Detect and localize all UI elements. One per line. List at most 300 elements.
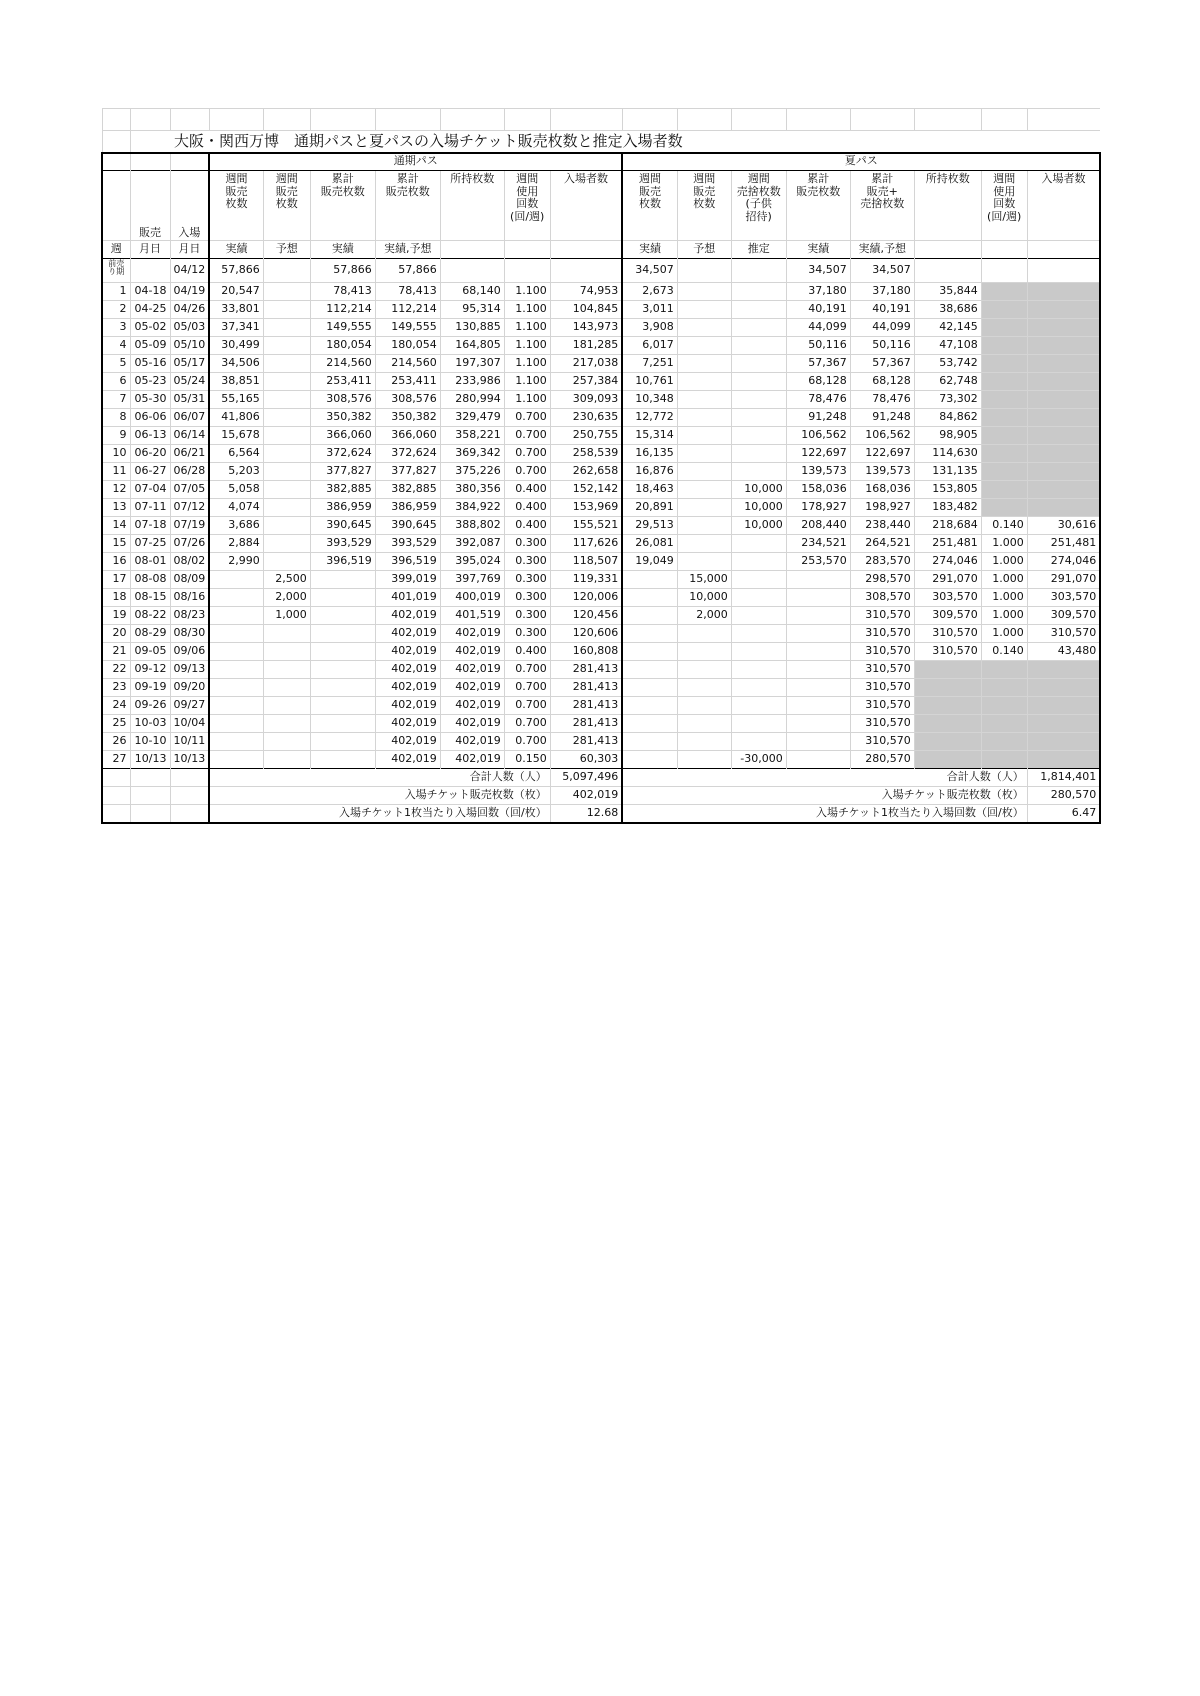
tsuuki-te-cell: 155,521 bbox=[550, 517, 622, 535]
natsu-nc2-cell: 298,570 bbox=[850, 571, 914, 589]
natsu-nc2-cell: 44,099 bbox=[850, 319, 914, 337]
entry-date-cell: 09/13 bbox=[170, 661, 209, 679]
natsu-nu-cell bbox=[981, 661, 1027, 679]
week-cell: 21 bbox=[102, 643, 130, 661]
natsu-nw-cell bbox=[622, 733, 677, 751]
tsuuki-subheader bbox=[440, 241, 504, 259]
tsuuki-tp-cell bbox=[263, 445, 310, 463]
tsuuki-tw-cell: 5,203 bbox=[209, 463, 263, 481]
tsuuki-te-cell: 117,626 bbox=[550, 535, 622, 553]
natsu-nh-cell: 153,805 bbox=[914, 481, 981, 499]
natsu-nd-cell: -30,000 bbox=[731, 751, 786, 769]
natsu-ne-cell: 291,070 bbox=[1027, 571, 1100, 589]
natsu-nd-cell bbox=[731, 355, 786, 373]
table-row bbox=[102, 499, 1100, 517]
tsuuki-subheader: 予想 bbox=[263, 241, 310, 259]
week-cell: 16 bbox=[102, 553, 130, 571]
sale-date-cell: 07-11 bbox=[130, 499, 170, 517]
natsu-nc1-cell: 78,476 bbox=[786, 391, 850, 409]
tsuuki-tw-cell bbox=[209, 571, 263, 589]
natsu-ne-cell bbox=[1027, 697, 1100, 715]
natsu-nh-cell: 42,145 bbox=[914, 319, 981, 337]
tsuuki-tp-cell bbox=[263, 355, 310, 373]
natsu-subheader: 実績,予想 bbox=[850, 241, 914, 259]
natsu-np-cell bbox=[677, 373, 731, 391]
tsuuki-tp-cell bbox=[263, 733, 310, 751]
tsuuki-tp-cell: 2,000 bbox=[263, 589, 310, 607]
week-cell: 2 bbox=[102, 301, 130, 319]
table-row bbox=[102, 517, 1100, 535]
natsu-nd-cell bbox=[731, 337, 786, 355]
empty-cell bbox=[130, 131, 170, 153]
tsuuki-th-cell: 358,221 bbox=[440, 427, 504, 445]
tsuuki-tc1-cell bbox=[310, 643, 375, 661]
week-cell: 14 bbox=[102, 517, 130, 535]
week-cell: 15 bbox=[102, 535, 130, 553]
tsuuki-te-cell: 257,384 bbox=[550, 373, 622, 391]
sale-date-cell: 08-22 bbox=[130, 607, 170, 625]
natsu-nu-cell bbox=[981, 373, 1027, 391]
natsu-np-cell: 15,000 bbox=[677, 571, 731, 589]
empty-cell bbox=[102, 805, 130, 823]
tsuuki-subheader bbox=[550, 241, 622, 259]
natsu-nc2-cell: 40,191 bbox=[850, 301, 914, 319]
tsuuki-th-cell: 197,307 bbox=[440, 355, 504, 373]
natsu-np-cell: 10,000 bbox=[677, 589, 731, 607]
tsuuki-tc2-cell: 399,019 bbox=[375, 571, 440, 589]
tsuuki-te-cell: 281,413 bbox=[550, 733, 622, 751]
natsu-np-cell bbox=[677, 337, 731, 355]
tsuuki-tc1-cell: 390,645 bbox=[310, 517, 375, 535]
sale-date-cell: 05-09 bbox=[130, 337, 170, 355]
entry-date-cell: 09/06 bbox=[170, 643, 209, 661]
tsuuki-tp-cell bbox=[263, 301, 310, 319]
natsu-ne-cell bbox=[1027, 373, 1100, 391]
natsu-nc1-cell: 253,570 bbox=[786, 553, 850, 571]
natsu-ne-cell bbox=[1027, 259, 1100, 283]
entry-date-cell: 04/12 bbox=[170, 259, 209, 283]
empty-cell bbox=[310, 109, 375, 131]
tsuuki-tc1-cell: 214,560 bbox=[310, 355, 375, 373]
natsu-nc1-cell: 122,697 bbox=[786, 445, 850, 463]
week-cell: 6 bbox=[102, 373, 130, 391]
tsuuki-subheader: 実績 bbox=[209, 241, 263, 259]
empty-cell bbox=[130, 769, 170, 787]
tsuuki-tu-cell: 0.700 bbox=[504, 427, 550, 445]
tsuuki-subheader: 実績,予想 bbox=[375, 241, 440, 259]
tsuuki-te-cell: 250,755 bbox=[550, 427, 622, 445]
natsu-col-header: 週間 使用 回数 (回/週) bbox=[981, 171, 1027, 241]
sale-date-cell: 09-05 bbox=[130, 643, 170, 661]
tsuuki-total-value: 402,019 bbox=[550, 787, 622, 805]
tsuuki-tc2-cell: 402,019 bbox=[375, 697, 440, 715]
natsu-nc1-cell bbox=[786, 607, 850, 625]
natsu-nw-cell: 29,513 bbox=[622, 517, 677, 535]
tsuuki-tw-cell bbox=[209, 607, 263, 625]
natsu-total-label: 入場チケット販売枚数（枚） bbox=[622, 787, 1027, 805]
tsuuki-tc2-cell: 78,413 bbox=[375, 283, 440, 301]
natsu-total-value: 1,814,401 bbox=[1027, 769, 1100, 787]
tsuuki-tw-cell: 30,499 bbox=[209, 337, 263, 355]
tsuuki-col-header: 累計 販売枚数 bbox=[310, 171, 375, 241]
natsu-nd-cell bbox=[731, 697, 786, 715]
week-cell: 22 bbox=[102, 661, 130, 679]
natsu-nu-cell: 0.140 bbox=[981, 643, 1027, 661]
empty-cell bbox=[622, 109, 677, 131]
entry-date-header: 月日 bbox=[170, 241, 209, 259]
natsu-nc1-cell bbox=[786, 589, 850, 607]
natsu-nd-cell bbox=[731, 661, 786, 679]
sale-date-cell: 10-03 bbox=[130, 715, 170, 733]
entry-date-cell: 10/13 bbox=[170, 751, 209, 769]
natsu-nc1-cell bbox=[786, 625, 850, 643]
natsu-ne-cell bbox=[1027, 427, 1100, 445]
tsuuki-te-cell: 104,845 bbox=[550, 301, 622, 319]
natsu-nu-cell bbox=[981, 715, 1027, 733]
natsu-nu-cell: 0.140 bbox=[981, 517, 1027, 535]
tsuuki-th-cell: 395,024 bbox=[440, 553, 504, 571]
natsu-nw-cell: 16,876 bbox=[622, 463, 677, 481]
table-row bbox=[102, 463, 1100, 481]
natsu-ne-cell bbox=[1027, 481, 1100, 499]
natsu-subheader: 実績 bbox=[786, 241, 850, 259]
natsu-nc1-cell bbox=[786, 643, 850, 661]
natsu-nu-cell bbox=[981, 679, 1027, 697]
natsu-nc2-cell: 310,570 bbox=[850, 625, 914, 643]
tsuuki-tc2-cell: 401,019 bbox=[375, 589, 440, 607]
natsu-nh-cell: 131,135 bbox=[914, 463, 981, 481]
week-cell: 前売 り期 bbox=[102, 259, 130, 283]
tsuuki-tw-cell: 20,547 bbox=[209, 283, 263, 301]
tsuuki-tu-cell: 0.300 bbox=[504, 607, 550, 625]
natsu-nc2-cell: 34,507 bbox=[850, 259, 914, 283]
natsu-nw-cell: 7,251 bbox=[622, 355, 677, 373]
tsuuki-tu-cell: 0.400 bbox=[504, 481, 550, 499]
tsuuki-tw-cell bbox=[209, 679, 263, 697]
tsuuki-tc2-cell: 402,019 bbox=[375, 643, 440, 661]
natsu-nd-cell bbox=[731, 625, 786, 643]
natsu-nc1-cell bbox=[786, 715, 850, 733]
natsu-nu-cell bbox=[981, 259, 1027, 283]
natsu-nh-cell bbox=[914, 697, 981, 715]
natsu-nw-cell: 10,348 bbox=[622, 391, 677, 409]
sale-date-cell: 07-04 bbox=[130, 481, 170, 499]
empty-cell bbox=[981, 109, 1027, 131]
ticket-table bbox=[101, 108, 1101, 824]
tsuuki-tw-cell: 41,806 bbox=[209, 409, 263, 427]
tsuuki-col-header: 累計 販売枚数 bbox=[375, 171, 440, 241]
natsu-nd-cell bbox=[731, 391, 786, 409]
sale-date-cell: 08-08 bbox=[130, 571, 170, 589]
tsuuki-tw-cell: 2,990 bbox=[209, 553, 263, 571]
tsuuki-tc2-cell: 149,555 bbox=[375, 319, 440, 337]
table-row bbox=[102, 535, 1100, 553]
natsu-nc1-cell bbox=[786, 697, 850, 715]
natsu-nc1-cell: 37,180 bbox=[786, 283, 850, 301]
tsuuki-th-cell: 369,342 bbox=[440, 445, 504, 463]
tsuuki-th-cell: 402,019 bbox=[440, 679, 504, 697]
week-cell: 18 bbox=[102, 589, 130, 607]
tsuuki-tc2-cell: 402,019 bbox=[375, 715, 440, 733]
entry-date-cell: 09/27 bbox=[170, 697, 209, 715]
natsu-ne-cell bbox=[1027, 445, 1100, 463]
tsuuki-tc2-cell: 396,519 bbox=[375, 553, 440, 571]
entry-date-cell: 07/12 bbox=[170, 499, 209, 517]
natsu-subheader: 推定 bbox=[731, 241, 786, 259]
tsuuki-subheader: 実績 bbox=[310, 241, 375, 259]
entry-date-cell: 05/31 bbox=[170, 391, 209, 409]
entry-date-cell: 09/20 bbox=[170, 679, 209, 697]
tsuuki-tp-cell bbox=[263, 337, 310, 355]
tsuuki-te-cell: 152,142 bbox=[550, 481, 622, 499]
natsu-nc1-cell: 68,128 bbox=[786, 373, 850, 391]
tsuuki-tw-cell: 15,678 bbox=[209, 427, 263, 445]
entry-date-cell: 06/21 bbox=[170, 445, 209, 463]
natsu-np-cell bbox=[677, 643, 731, 661]
week-header: 週 bbox=[102, 241, 130, 259]
natsu-nc2-cell: 310,570 bbox=[850, 643, 914, 661]
tsuuki-tc1-cell: 308,576 bbox=[310, 391, 375, 409]
natsu-nu-cell bbox=[981, 445, 1027, 463]
sale-date-cell: 09-26 bbox=[130, 697, 170, 715]
tsuuki-tc2-cell: 214,560 bbox=[375, 355, 440, 373]
natsu-nh-cell: 47,108 bbox=[914, 337, 981, 355]
tsuuki-tc2-cell: 402,019 bbox=[375, 733, 440, 751]
natsu-total-value: 6.47 bbox=[1027, 805, 1100, 823]
tsuuki-tp-cell bbox=[263, 697, 310, 715]
empty-cell bbox=[1027, 109, 1100, 131]
natsu-nc1-cell: 208,440 bbox=[786, 517, 850, 535]
tsuuki-tp-cell: 1,000 bbox=[263, 607, 310, 625]
natsu-nh-cell: 53,742 bbox=[914, 355, 981, 373]
natsu-nu-cell bbox=[981, 481, 1027, 499]
tsuuki-tw-cell bbox=[209, 625, 263, 643]
natsu-ne-cell: 310,570 bbox=[1027, 625, 1100, 643]
tsuuki-th-cell: 402,019 bbox=[440, 733, 504, 751]
week-cell: 1 bbox=[102, 283, 130, 301]
natsu-ne-cell bbox=[1027, 499, 1100, 517]
totals-row bbox=[102, 787, 1100, 805]
natsu-total-value: 280,570 bbox=[1027, 787, 1100, 805]
natsu-nu-cell bbox=[981, 751, 1027, 769]
natsu-nw-cell: 6,017 bbox=[622, 337, 677, 355]
sale-date-cell: 08-15 bbox=[130, 589, 170, 607]
natsu-nc2-cell: 122,697 bbox=[850, 445, 914, 463]
tsuuki-te-cell: 120,606 bbox=[550, 625, 622, 643]
tsuuki-tu-cell: 0.300 bbox=[504, 553, 550, 571]
tsuuki-tw-cell: 4,074 bbox=[209, 499, 263, 517]
sale-date-cell: 05-02 bbox=[130, 319, 170, 337]
sale-date-cell: 04-18 bbox=[130, 283, 170, 301]
tsuuki-th-cell bbox=[440, 259, 504, 283]
week-cell: 9 bbox=[102, 427, 130, 445]
tsuuki-te-cell: 230,635 bbox=[550, 409, 622, 427]
table-row bbox=[102, 589, 1100, 607]
table-row bbox=[102, 301, 1100, 319]
natsu-np-cell bbox=[677, 535, 731, 553]
natsu-pass-header: 夏パス bbox=[622, 153, 1100, 171]
natsu-nc1-cell: 34,507 bbox=[786, 259, 850, 283]
natsu-nw-cell: 2,673 bbox=[622, 283, 677, 301]
sale-date-cell: 06-20 bbox=[130, 445, 170, 463]
tsuuki-th-cell: 329,479 bbox=[440, 409, 504, 427]
natsu-ne-cell: 309,570 bbox=[1027, 607, 1100, 625]
natsu-ne-cell: 43,480 bbox=[1027, 643, 1100, 661]
week-cell: 26 bbox=[102, 733, 130, 751]
entry-date-cell: 06/14 bbox=[170, 427, 209, 445]
tsuuki-tu-cell: 0.400 bbox=[504, 643, 550, 661]
natsu-nc2-cell: 68,128 bbox=[850, 373, 914, 391]
sale-date-cell: 05-16 bbox=[130, 355, 170, 373]
natsu-nw-cell bbox=[622, 643, 677, 661]
empty-cell bbox=[504, 109, 550, 131]
entry-date-cell: 05/17 bbox=[170, 355, 209, 373]
natsu-nc1-cell: 44,099 bbox=[786, 319, 850, 337]
empty-cell bbox=[731, 109, 786, 131]
natsu-nu-cell: 1.000 bbox=[981, 535, 1027, 553]
empty-cell bbox=[170, 787, 209, 805]
nyujo-header: 入場 bbox=[170, 171, 209, 241]
table-row bbox=[102, 283, 1100, 301]
natsu-ne-cell bbox=[1027, 337, 1100, 355]
natsu-nd-cell: 10,000 bbox=[731, 481, 786, 499]
natsu-nu-cell bbox=[981, 463, 1027, 481]
tsuuki-tc1-cell: 396,519 bbox=[310, 553, 375, 571]
empty-cell bbox=[850, 109, 914, 131]
tsuuki-tc2-cell: 382,885 bbox=[375, 481, 440, 499]
empty-cell bbox=[102, 787, 130, 805]
natsu-nc1-cell bbox=[786, 679, 850, 697]
natsu-nh-cell: 98,905 bbox=[914, 427, 981, 445]
natsu-nw-cell: 15,314 bbox=[622, 427, 677, 445]
table-row bbox=[102, 625, 1100, 643]
tsuuki-th-cell: 402,019 bbox=[440, 625, 504, 643]
natsu-nu-cell: 1.000 bbox=[981, 607, 1027, 625]
natsu-ne-cell bbox=[1027, 733, 1100, 751]
tsuuki-tp-cell bbox=[263, 499, 310, 517]
grid-row-blank bbox=[102, 109, 1100, 131]
natsu-subheader bbox=[1027, 241, 1100, 259]
natsu-nd-cell bbox=[731, 679, 786, 697]
tsuuki-col-header: 週間 使用 回数 (回/週) bbox=[504, 171, 550, 241]
sale-date-cell bbox=[130, 259, 170, 283]
page-title: 大阪・関西万博 通期パスと夏パスの入場チケット販売枚数と推定入場者数 bbox=[170, 131, 1100, 153]
tsuuki-total-label: 合計人数（人） bbox=[209, 769, 550, 787]
tsuuki-tu-cell: 1.100 bbox=[504, 337, 550, 355]
natsu-nu-cell: 1.000 bbox=[981, 571, 1027, 589]
natsu-nw-cell bbox=[622, 625, 677, 643]
table-row bbox=[102, 571, 1100, 589]
table-row bbox=[102, 661, 1100, 679]
tsuuki-tc1-cell: 377,827 bbox=[310, 463, 375, 481]
tsuuki-te-cell: 309,093 bbox=[550, 391, 622, 409]
natsu-ne-cell bbox=[1027, 391, 1100, 409]
tsuuki-th-cell: 401,519 bbox=[440, 607, 504, 625]
tsuuki-te-cell: 74,953 bbox=[550, 283, 622, 301]
week-cell: 11 bbox=[102, 463, 130, 481]
natsu-nw-cell: 3,908 bbox=[622, 319, 677, 337]
tsuuki-tp-cell bbox=[263, 517, 310, 535]
natsu-nh-cell: 309,570 bbox=[914, 607, 981, 625]
tsuuki-te-cell: 120,456 bbox=[550, 607, 622, 625]
natsu-nw-cell: 18,463 bbox=[622, 481, 677, 499]
sale-date-cell: 09-12 bbox=[130, 661, 170, 679]
tsuuki-tw-cell bbox=[209, 661, 263, 679]
natsu-nu-cell bbox=[981, 301, 1027, 319]
sale-date-cell: 10-10 bbox=[130, 733, 170, 751]
tsuuki-tu-cell: 0.700 bbox=[504, 445, 550, 463]
tsuuki-tu-cell: 0.700 bbox=[504, 733, 550, 751]
tsuuki-tw-cell bbox=[209, 715, 263, 733]
natsu-np-cell bbox=[677, 733, 731, 751]
natsu-nc2-cell: 280,570 bbox=[850, 751, 914, 769]
week-cell: 23 bbox=[102, 679, 130, 697]
natsu-np-cell bbox=[677, 661, 731, 679]
tsuuki-tu-cell: 0.700 bbox=[504, 661, 550, 679]
natsu-nd-cell bbox=[731, 463, 786, 481]
empty-cell bbox=[130, 787, 170, 805]
week-cell: 25 bbox=[102, 715, 130, 733]
natsu-nc2-cell: 50,116 bbox=[850, 337, 914, 355]
table-row bbox=[102, 643, 1100, 661]
natsu-ne-cell bbox=[1027, 463, 1100, 481]
totals-row bbox=[102, 769, 1100, 787]
empty-cell bbox=[170, 805, 209, 823]
tsuuki-th-cell: 402,019 bbox=[440, 643, 504, 661]
tsuuki-te-cell: 60,303 bbox=[550, 751, 622, 769]
natsu-ne-cell bbox=[1027, 319, 1100, 337]
tsuuki-tp-cell bbox=[263, 679, 310, 697]
natsu-nc1-cell: 57,367 bbox=[786, 355, 850, 373]
empty-cell bbox=[130, 153, 170, 171]
tsuuki-tu-cell: 1.100 bbox=[504, 355, 550, 373]
tsuuki-tc1-cell: 382,885 bbox=[310, 481, 375, 499]
natsu-nw-cell bbox=[622, 715, 677, 733]
tsuuki-tu-cell: 0.150 bbox=[504, 751, 550, 769]
table-row bbox=[102, 373, 1100, 391]
tsuuki-tc2-cell: 393,529 bbox=[375, 535, 440, 553]
tsuuki-tc1-cell: 372,624 bbox=[310, 445, 375, 463]
natsu-np-cell bbox=[677, 697, 731, 715]
natsu-ne-cell: 303,570 bbox=[1027, 589, 1100, 607]
natsu-nw-cell: 34,507 bbox=[622, 259, 677, 283]
natsu-nh-cell: 183,482 bbox=[914, 499, 981, 517]
natsu-nc1-cell: 40,191 bbox=[786, 301, 850, 319]
tsuuki-tp-cell bbox=[263, 319, 310, 337]
natsu-np-cell bbox=[677, 463, 731, 481]
sale-date-cell: 06-06 bbox=[130, 409, 170, 427]
natsu-nu-cell: 1.000 bbox=[981, 553, 1027, 571]
empty-cell bbox=[102, 131, 130, 153]
tsuuki-tp-cell bbox=[263, 283, 310, 301]
table-row bbox=[102, 319, 1100, 337]
sale-date-cell: 05-23 bbox=[130, 373, 170, 391]
tsuuki-th-cell: 280,994 bbox=[440, 391, 504, 409]
tsuuki-th-cell: 402,019 bbox=[440, 751, 504, 769]
natsu-nd-cell bbox=[731, 319, 786, 337]
natsu-nc2-cell: 91,248 bbox=[850, 409, 914, 427]
natsu-nc1-cell: 91,248 bbox=[786, 409, 850, 427]
tsuuki-th-cell: 400,019 bbox=[440, 589, 504, 607]
tsuuki-tc1-cell bbox=[310, 571, 375, 589]
natsu-nu-cell bbox=[981, 427, 1027, 445]
tsuuki-total-value: 5,097,496 bbox=[550, 769, 622, 787]
tsuuki-tw-cell: 3,686 bbox=[209, 517, 263, 535]
natsu-nh-cell: 73,302 bbox=[914, 391, 981, 409]
natsu-nw-cell bbox=[622, 661, 677, 679]
natsu-np-cell: 2,000 bbox=[677, 607, 731, 625]
entry-date-cell: 05/24 bbox=[170, 373, 209, 391]
